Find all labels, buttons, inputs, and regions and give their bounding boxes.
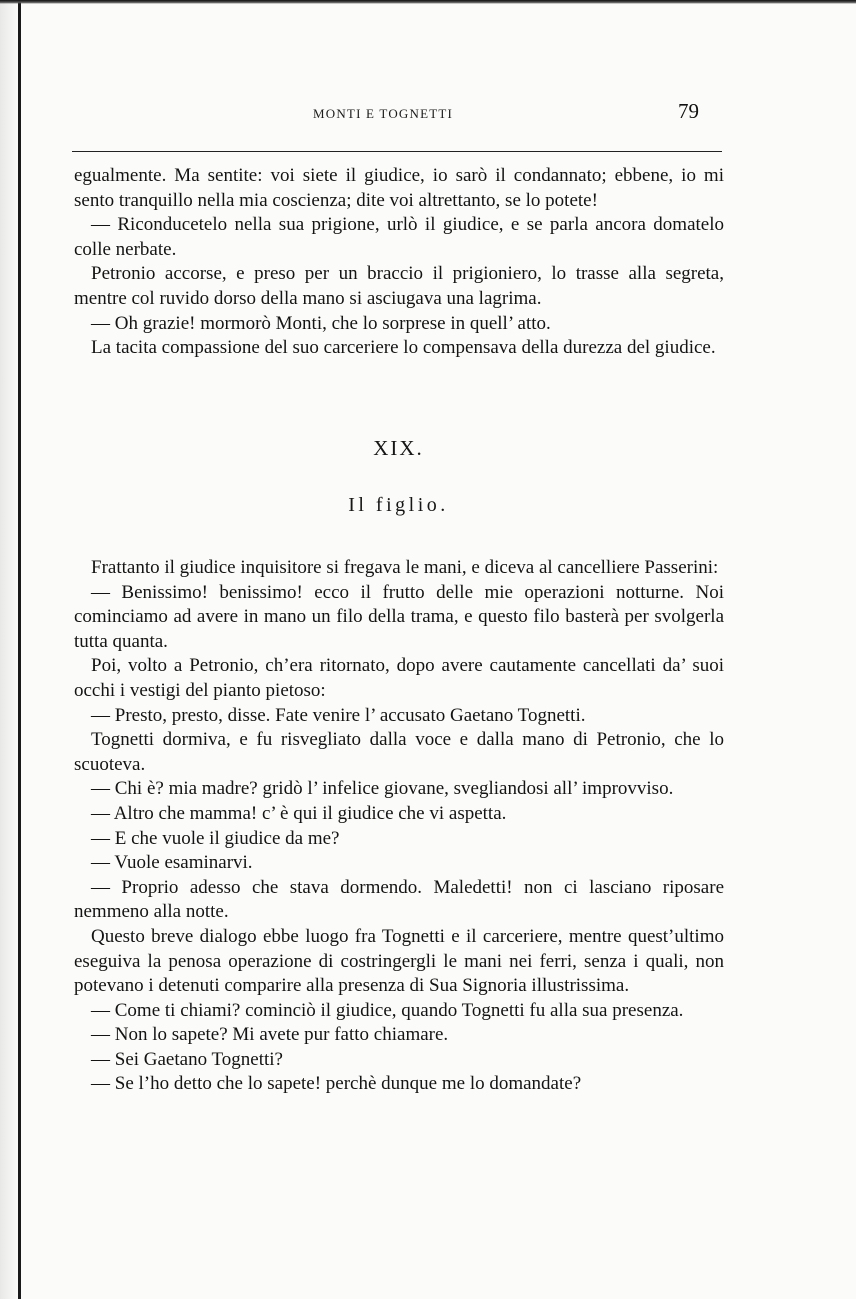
paragraph: — Sei Gaetano Tognetti? [91,1048,283,1070]
paragraph: — Come ti chiami? cominciò il giudice, quando Tognetti fu alla sua presenza. [91,999,684,1021]
paragraph: Questo breve dialogo ebbe luogo fra Tognetti e il carceriere, mentre quest’ultimo eseguiva la penosa operazione di costringergli le mani nei ferri, senza i quali, non potevano i detenuti comparire alla presenza di Sua Signoria illustrissima. [74,925,724,997]
header-rule [72,151,722,152]
paragraph: — Benissimo! benissimo! ecco il frutto delle mie operazioni notturne. Noi cominciamo ad avere in mano un filo della trama, e questo filo basterà per svolgerla tutta quanta. [74,581,724,652]
paragraph: — Vuole esaminarvi. [91,852,253,874]
page-number: 79 [678,99,699,123]
paragraph: — E che vuole il giudice da me? [91,827,340,849]
paragraph: — Altro che mamma! c’ è qui il giudice che vi aspetta. [91,802,507,824]
paragraph: Frattanto il giudice inquisitore si fregava le mani, e diceva al cancelliere Passerini: [91,557,719,578]
running-head: MONTI E TOGNETTI [313,106,454,121]
paragraph: — Presto, presto, disse. Fate venire l’ accusato Gaetano Tognetti. [91,704,586,726]
text-block-before-chapter [74,164,724,361]
paragraph: Petronio accorse, e preso per un braccio il prigioniero, lo trasse alla segreta, mentre col ruvido dorso della mano si asciugava una lagrima. [74,263,724,309]
paragraph: Tognetti dormiva, e fu risvegliato dalla voce e dalla mano di Petronio, che lo scuoteva. [74,729,724,775]
text-block-after-chapter [74,556,724,1097]
paragraph: — Riconducetelo nella sua prigione, urlò il giudice, e se parla ancora domatelo colle nerbate. [74,214,724,260]
chapter-title: Il figlio. [348,494,449,516]
paragraph: — Non lo sapete? Mi avete pur fatto chiamare. [91,1024,449,1046]
paragraph: Poi, volto a Petronio, ch’era ritornato, dopo avere cautamente cancellati da’ suoi occhi i vestigi del pianto pietoso: [74,655,724,701]
paragraph: La tacita compassione del suo carceriere lo compensava della durezza del giudice. [91,337,716,359]
chapter-number: XIX. [373,436,424,460]
paragraph: — Se l’ho detto che lo sapete! perchè dunque me lo domandate? [91,1073,582,1095]
paragraph: egualmente. Ma sentite: voi siete il giudice, io sarò il condannato; ebbene, io mi sento tranquillo nella mia coscienza; dite voi altrettanto, se lo potete! [74,165,724,211]
page-top-edge [0,0,856,4]
page-gutter-shadow [0,0,18,1299]
page-binding-edge [18,0,21,1299]
paragraph: — Oh grazie! mormorò Monti, che lo sorprese in quell’ atto. [91,312,551,334]
paragraph: — Chi è? mia madre? gridò l’ infelice giovane, svegliandosi all’ improvviso. [91,778,674,800]
paragraph: — Proprio adesso che stava dormendo. Maledetti! non ci lasciano riposare nemmeno alla notte. [74,876,724,923]
